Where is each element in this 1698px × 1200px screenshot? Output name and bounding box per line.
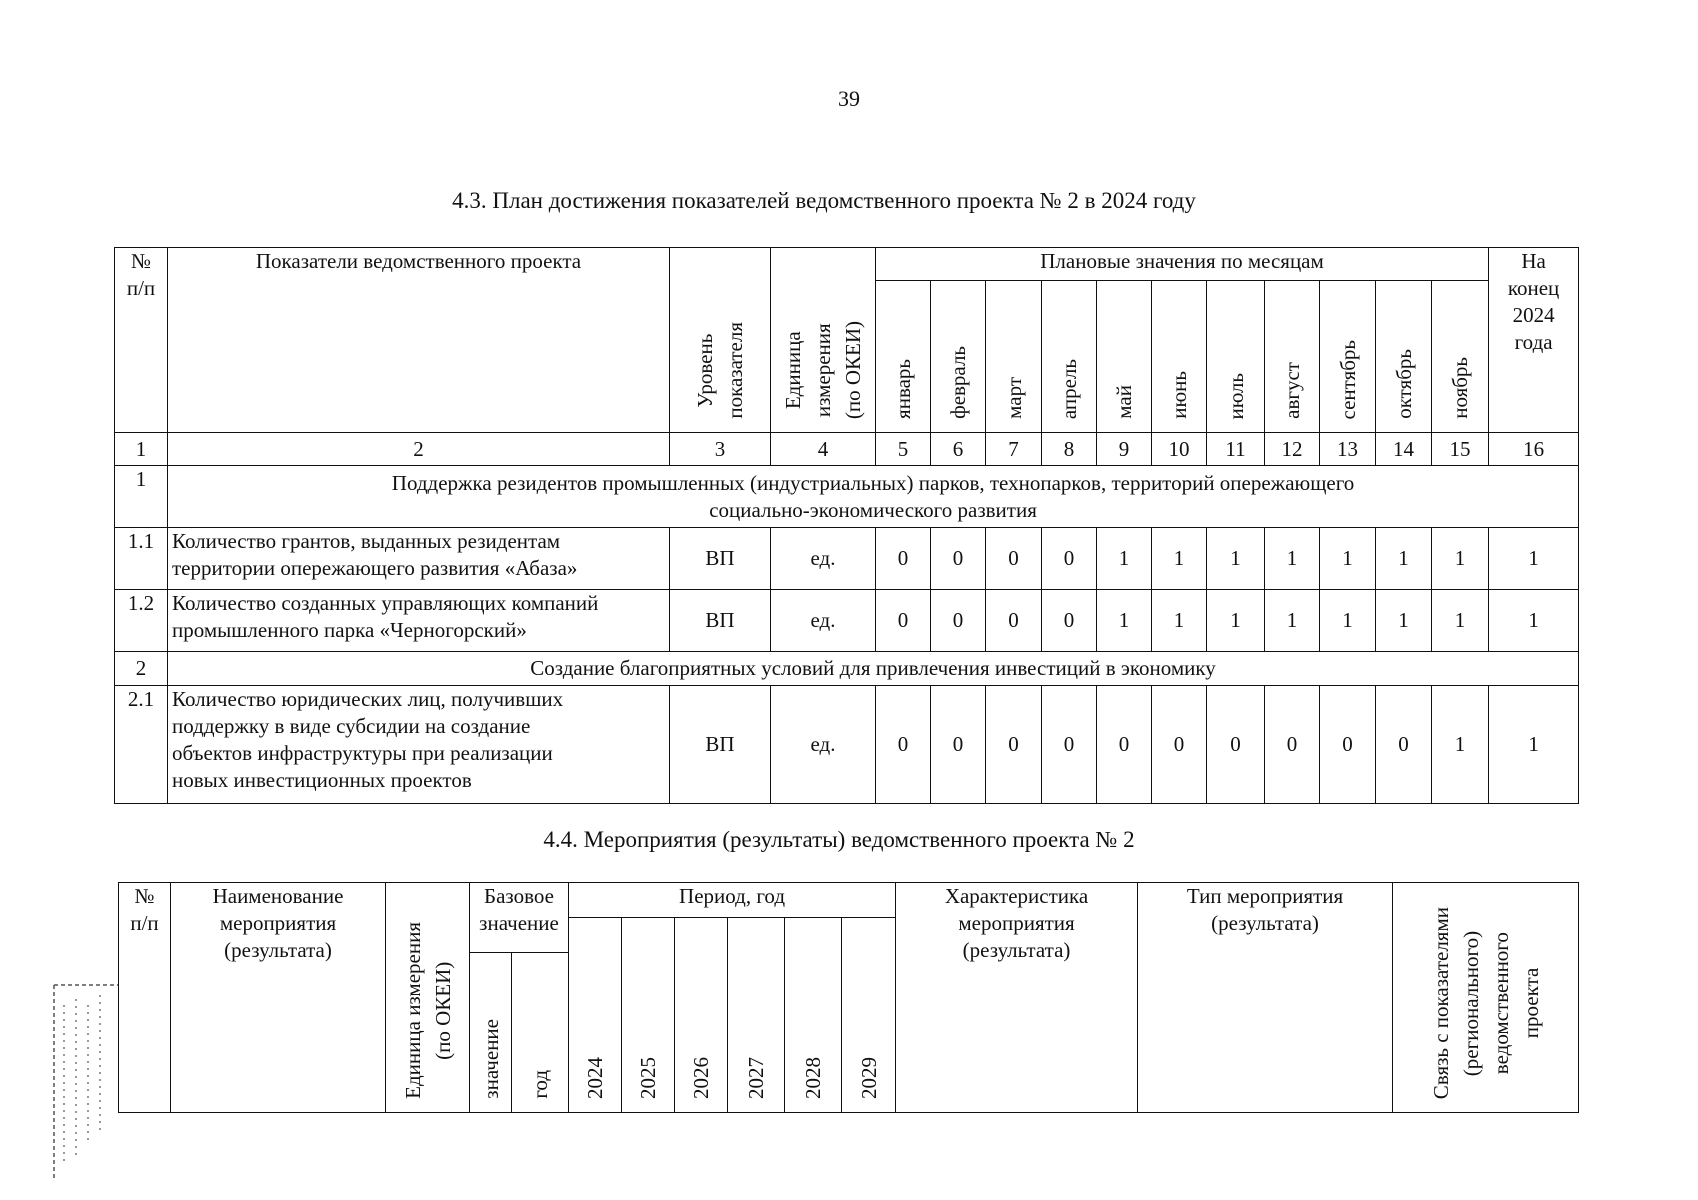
section-title: Создание благоприятных условий для привлечения инвестиций в экономику (168, 652, 1579, 686)
column-number: 11 (1207, 433, 1265, 466)
column-number: 5 (876, 433, 931, 466)
stamp-mark (48, 975, 120, 1185)
header-year: 2027 (728, 918, 785, 1113)
header-activity-name: Наименование мероприятия (результата) (171, 883, 386, 1113)
header-base-group: Базовое значение (470, 883, 569, 953)
month-value: 1 (1320, 528, 1376, 590)
end-of-year-value: 1 (1489, 590, 1579, 652)
month-value: 1 (1376, 590, 1432, 652)
month-value: 1 (1432, 686, 1489, 804)
end-of-year-value: 1 (1489, 528, 1579, 590)
month-value: 0 (931, 686, 986, 804)
month-value: 0 (986, 528, 1042, 590)
indicator-row (115, 686, 1579, 804)
column-number: 4 (771, 433, 876, 466)
column-number: 7 (986, 433, 1042, 466)
indicator-unit: ед. (771, 528, 876, 590)
header-year: 2024 (569, 918, 622, 1113)
month-value: 0 (876, 686, 931, 804)
header-month: сентябрь (1320, 281, 1376, 433)
section-number: 2 (115, 652, 168, 686)
page-number: 39 (838, 86, 860, 111)
end-of-year-value: 1 (1489, 686, 1579, 804)
column-number: 6 (931, 433, 986, 466)
header-indicator: Показатели ведомственного проекта (168, 248, 670, 433)
month-value: 0 (1265, 686, 1320, 804)
header-end-of-year: На конец 2024 года (1489, 248, 1579, 433)
header-monthly-group: Плановые значения по месяцам (876, 248, 1489, 281)
month-value: 1 (1432, 528, 1489, 590)
activities-table (118, 882, 1579, 1113)
header-unit: Единица измерения (по ОКЕИ) (771, 248, 876, 433)
month-value: 0 (876, 528, 931, 590)
header-activity-type: Тип мероприятия (результата) (1138, 883, 1393, 1113)
month-value: 0 (1042, 686, 1097, 804)
month-value: 1 (1265, 528, 1320, 590)
row-number: 1.2 (115, 590, 168, 652)
header-month: июль (1207, 281, 1265, 433)
indicator-name: Количество созданных управляющих компаний промышленного парка «Черногорский» (168, 590, 670, 652)
header-year: 2029 (842, 918, 896, 1113)
header-unit: Единица измерения (по ОКЕИ) (386, 883, 470, 1113)
header-link: Связь с показателями (регионального) ведомственного проекта (1393, 883, 1579, 1113)
header-year: 2025 (622, 918, 675, 1113)
column-number: 2 (168, 433, 670, 466)
section-row (115, 652, 1579, 686)
header-num: № п/п (115, 248, 168, 433)
month-value: 1 (1207, 590, 1265, 652)
header-month: февраль (931, 281, 986, 433)
header-month: ноябрь (1432, 281, 1489, 433)
month-value: 1 (1152, 528, 1207, 590)
column-number: 12 (1265, 433, 1320, 466)
column-number-row (115, 433, 1579, 466)
section-title: Поддержка резидентов промышленных (индустриальных) парков, технопарков, территорий опережающего социально-экономического развития (168, 466, 1579, 528)
indicator-row (115, 528, 1579, 590)
section-row (115, 466, 1579, 528)
column-number: 1 (115, 433, 168, 466)
header-base-year: год (512, 953, 569, 1113)
month-value: 0 (931, 590, 986, 652)
month-value: 0 (1152, 686, 1207, 804)
month-value: 1 (1265, 590, 1320, 652)
month-value: 0 (1097, 686, 1152, 804)
header-characteristic: Характеристика мероприятия (результата) (896, 883, 1138, 1113)
indicator-row (115, 590, 1579, 652)
header-month: май (1097, 281, 1152, 433)
month-value: 0 (931, 528, 986, 590)
column-number: 10 (1152, 433, 1207, 466)
section-number: 1 (115, 466, 168, 528)
month-value: 0 (876, 590, 931, 652)
row-number: 2.1 (115, 686, 168, 804)
column-number: 3 (670, 433, 771, 466)
column-number: 13 (1320, 433, 1376, 466)
month-value: 0 (986, 590, 1042, 652)
month-value: 1 (1152, 590, 1207, 652)
indicators-plan-table (114, 247, 1579, 804)
row-number: 1.1 (115, 528, 168, 590)
indicator-name: Количество юридических лиц, получивших поддержку в виде субсидии на создание объектов инфраструктуры при реализации новых инвестиционных проектов (168, 686, 670, 804)
header-month: октябрь (1376, 281, 1432, 433)
month-value: 0 (1207, 686, 1265, 804)
month-value: 0 (1320, 686, 1376, 804)
month-value: 1 (1207, 528, 1265, 590)
indicator-level: ВП (670, 686, 771, 804)
header-month: июнь (1152, 281, 1207, 433)
column-number: 15 (1432, 433, 1489, 466)
header-month: март (986, 281, 1042, 433)
header-year: 2026 (675, 918, 728, 1113)
column-number: 14 (1376, 433, 1432, 466)
column-number: 16 (1489, 433, 1579, 466)
month-value: 1 (1320, 590, 1376, 652)
header-level: Уровень показателя (670, 248, 771, 433)
table1-title: 4.3. План достижения показателей ведомственного проекта № 2 в 2024 году (452, 188, 1196, 213)
indicator-unit: ед. (771, 590, 876, 652)
column-number: 9 (1097, 433, 1152, 466)
header-num: № п/п (119, 883, 171, 1113)
month-value: 0 (1376, 686, 1432, 804)
indicator-level: ВП (670, 590, 771, 652)
month-value: 0 (986, 686, 1042, 804)
month-value: 1 (1432, 590, 1489, 652)
month-value: 1 (1097, 590, 1152, 652)
header-base-value: значение (470, 953, 512, 1113)
month-value: 1 (1097, 528, 1152, 590)
month-value: 0 (1042, 528, 1097, 590)
header-year: 2028 (785, 918, 842, 1113)
month-value: 0 (1042, 590, 1097, 652)
indicator-unit: ед. (771, 686, 876, 804)
header-period-group: Период, год (569, 883, 896, 918)
header-month: апрель (1042, 281, 1097, 433)
table2-title: 4.4. Мероприятия (результаты) ведомственного проекта № 2 (543, 827, 1135, 852)
indicator-level: ВП (670, 528, 771, 590)
month-value: 1 (1376, 528, 1432, 590)
header-month: август (1265, 281, 1320, 433)
column-number: 8 (1042, 433, 1097, 466)
header-month: январь (876, 281, 931, 433)
indicator-name: Количество грантов, выданных резидентам территории опережающего развития «Абаза» (168, 528, 670, 590)
